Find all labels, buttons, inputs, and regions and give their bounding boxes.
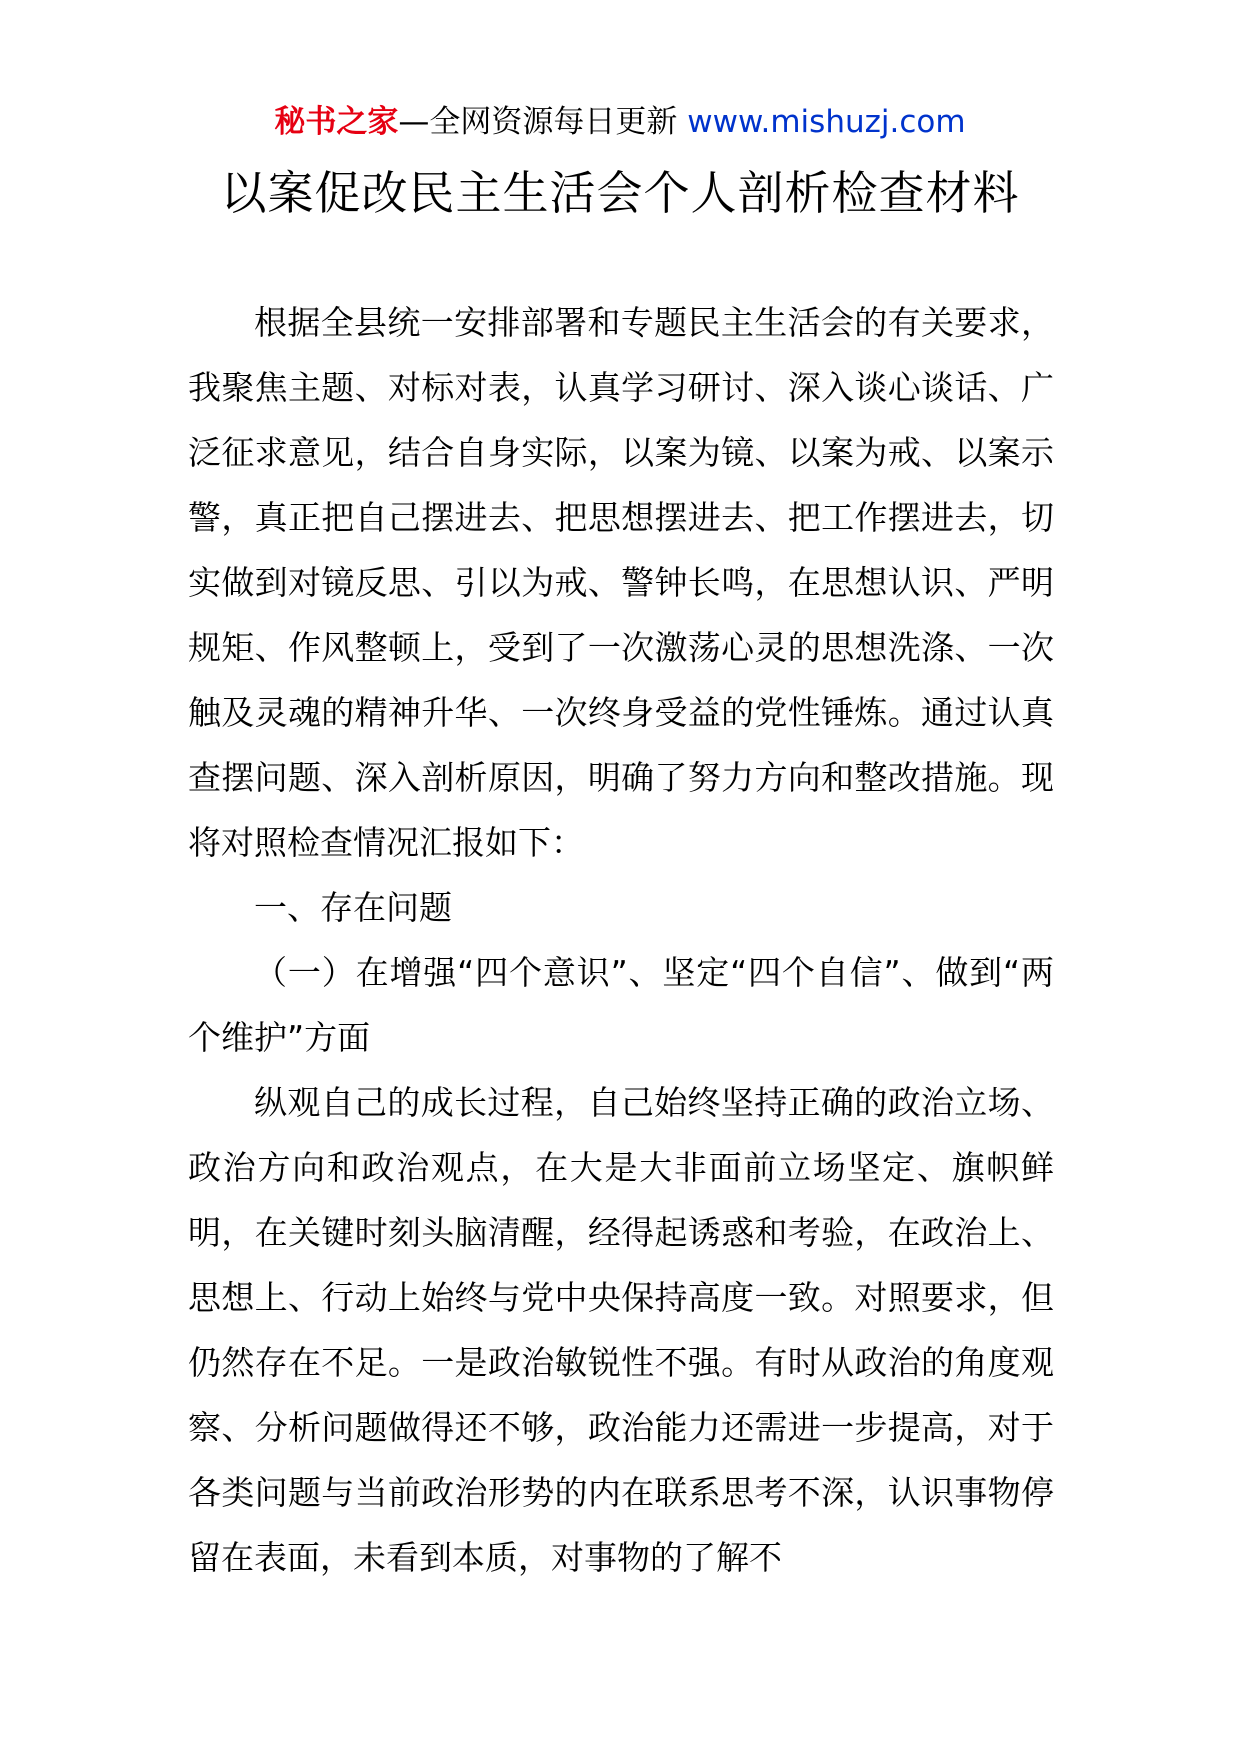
document-title: 以案促改民主生活会个人剖析检查材料 bbox=[220, 166, 1020, 220]
section-heading: 一、存在问题 bbox=[254, 888, 452, 927]
header-tagline: —全网资源每日更新 bbox=[398, 104, 678, 140]
intro-paragraph: 根据全县统一安排部署和专题民主生活会的有关要求，我聚焦主题、对标对表，认真学习研讨、深入谈心谈话、广泛征求意见，结合自身实际，以案为镜、以案为戒、以案示警，真正把自己摆进去、把思想摆进去、把工作摆进去，切实做到对镜反思、引以为戒、警钟长鸣，在思想认识、严明规矩、作风整顿上，受到了一次激荡心灵的思想洗涤、一次触及灵魂的精神升华、一次终身受益的党性锤炼。通过认真查摆问题、深入剖析原因，明确了努力方向和整改措施。现将对照检查情况汇报如下： bbox=[188, 303, 1054, 862]
subsection-heading: （一）在增强“四个意识”、坚定“四个自信”、做到“两个维护”方面 bbox=[188, 953, 1054, 1057]
site-url-link[interactable]: www.mishuzj.com bbox=[687, 104, 966, 140]
body-paragraph: 纵观自己的成长过程，自己始终坚持正确的政治立场、政治方向和政治观点，在大是大非面前立场坚定、旗帜鲜明，在关键时刻头脑清醒，经得起诱惑和考验，在政治上、思想上、行动上始终与党中央保持高度一致。对照要求，但仍然存在不足。一是政治敏锐性不强。有时从政治的角度观察、分析问题做得还不够，政治能力还需进一步提高，对于各类问题与当前政治形势的内在联系思考不深，认识事物停留在表面，未看到本质，对事物的了解不 bbox=[188, 1083, 1054, 1577]
brand-name: 秘书之家 bbox=[274, 104, 399, 140]
site-header bbox=[0, 100, 1240, 144]
document-body bbox=[188, 290, 1054, 1590]
